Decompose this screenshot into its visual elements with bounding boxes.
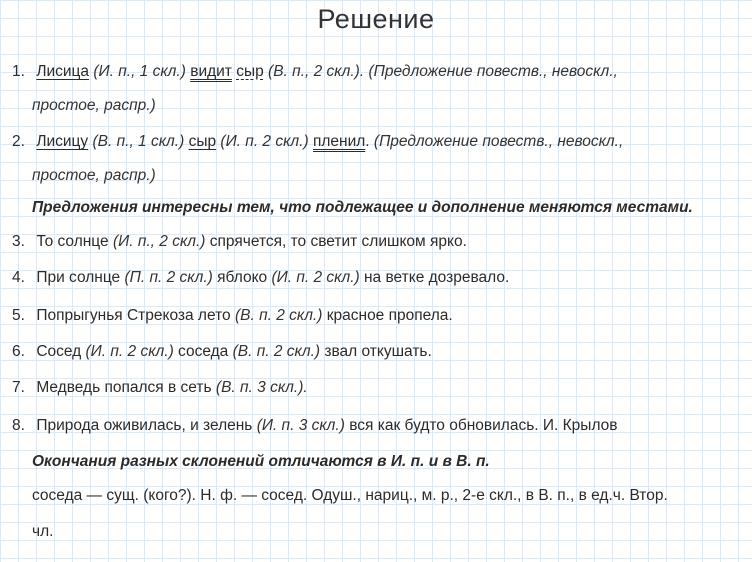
list-item-4 xyxy=(12,268,509,288)
case-mark: (В. п. 2 скл.) xyxy=(234,307,323,324)
subject-word: Лисица xyxy=(36,63,90,80)
sentence-text: соседа xyxy=(178,343,229,360)
sentence-text: вся как будто обновилась. И. Крылов xyxy=(349,417,618,434)
sentence-text: Природа оживилась, и зелень xyxy=(36,417,253,434)
case-mark: (И. п. 3 скл.) xyxy=(256,417,345,434)
predicate-word: пленил xyxy=(312,133,366,150)
case-mark: (И. п. 2 скл.) xyxy=(271,269,360,286)
sentence-text: спрячется, то светит слишком ярко. xyxy=(209,233,467,250)
list-item-6 xyxy=(12,342,432,362)
sentence-text: красное пропела. xyxy=(326,307,453,324)
sentence-text: Медведь попался в сеть xyxy=(36,379,212,396)
item-number: 4. xyxy=(12,269,25,286)
sentence-note: простое, распр.) xyxy=(32,97,156,114)
list-item-1 xyxy=(12,62,618,82)
list-item-7 xyxy=(12,378,308,398)
remark xyxy=(32,452,490,472)
remark xyxy=(32,198,693,218)
list-item-3 xyxy=(12,232,467,252)
parse-text: чл. xyxy=(32,523,54,540)
sentence-text: звал откушать. xyxy=(324,343,432,360)
sentence-text: на ветке дозревало. xyxy=(364,269,510,286)
word-parse-cont xyxy=(32,522,53,542)
word-parse xyxy=(32,486,668,506)
period: . xyxy=(365,133,370,150)
item-number: 8. xyxy=(12,417,25,434)
case-mark: (В. п., 2 скл.). xyxy=(268,63,365,80)
case-mark: (В. п. 3 скл.). xyxy=(215,379,308,396)
case-mark: (П. п. 2 скл.) xyxy=(124,269,213,286)
case-mark: (И. п. 2 скл.) xyxy=(220,133,309,150)
item-number: 2. xyxy=(12,133,25,150)
case-mark: (В. п. 2 скл.) xyxy=(232,343,321,360)
item-number: 1. xyxy=(12,63,25,80)
item-number: 3. xyxy=(12,233,25,250)
object-word: сыр xyxy=(236,63,264,80)
predicate-word: видит xyxy=(190,63,232,80)
list-item-2 xyxy=(12,132,623,152)
case-mark: (В. п., 1 скл.) xyxy=(92,133,185,150)
sentence-text: яблоко xyxy=(217,269,268,286)
item-number: 6. xyxy=(12,343,25,360)
object-word: Лисицу xyxy=(36,133,89,150)
list-item-8 xyxy=(12,416,618,436)
sentence-note: (Предложение повеств., невоскл., xyxy=(368,63,618,80)
list-item-5 xyxy=(12,306,453,326)
page-title: Решение xyxy=(317,4,435,34)
sentence-text: Попрыгунья Стрекоза лето xyxy=(36,307,231,324)
sentence-note: простое, распр.) xyxy=(32,167,156,184)
sentence-text: То солнце xyxy=(36,233,109,250)
parse-text: соседа — сущ. (кого?). Н. ф. — сосед. Одуш., нариц., м. р., 2-е скл., в В. п., в ед.ч. Втор. xyxy=(32,487,668,504)
sentence-note: (Предложение повеств., невоскл., xyxy=(373,133,624,150)
item-number: 5. xyxy=(12,307,25,324)
item-number: 7. xyxy=(12,379,25,396)
case-mark: (И. п. 2 скл.) xyxy=(85,343,174,360)
subject-word: сыр xyxy=(188,133,217,150)
case-mark: (И. п., 1 скл.) xyxy=(93,63,186,80)
remark-text: Окончания разных склонений отличаются в И. п. и в В. п. xyxy=(32,453,490,470)
case-mark: (И. п., 2 скл.) xyxy=(112,233,206,250)
sentence-text: При солнце xyxy=(36,269,121,286)
sentence-text: Сосед xyxy=(36,343,82,360)
remark-text: Предложения интересны тем, что подлежащее и дополнение меняются местами. xyxy=(32,199,693,216)
